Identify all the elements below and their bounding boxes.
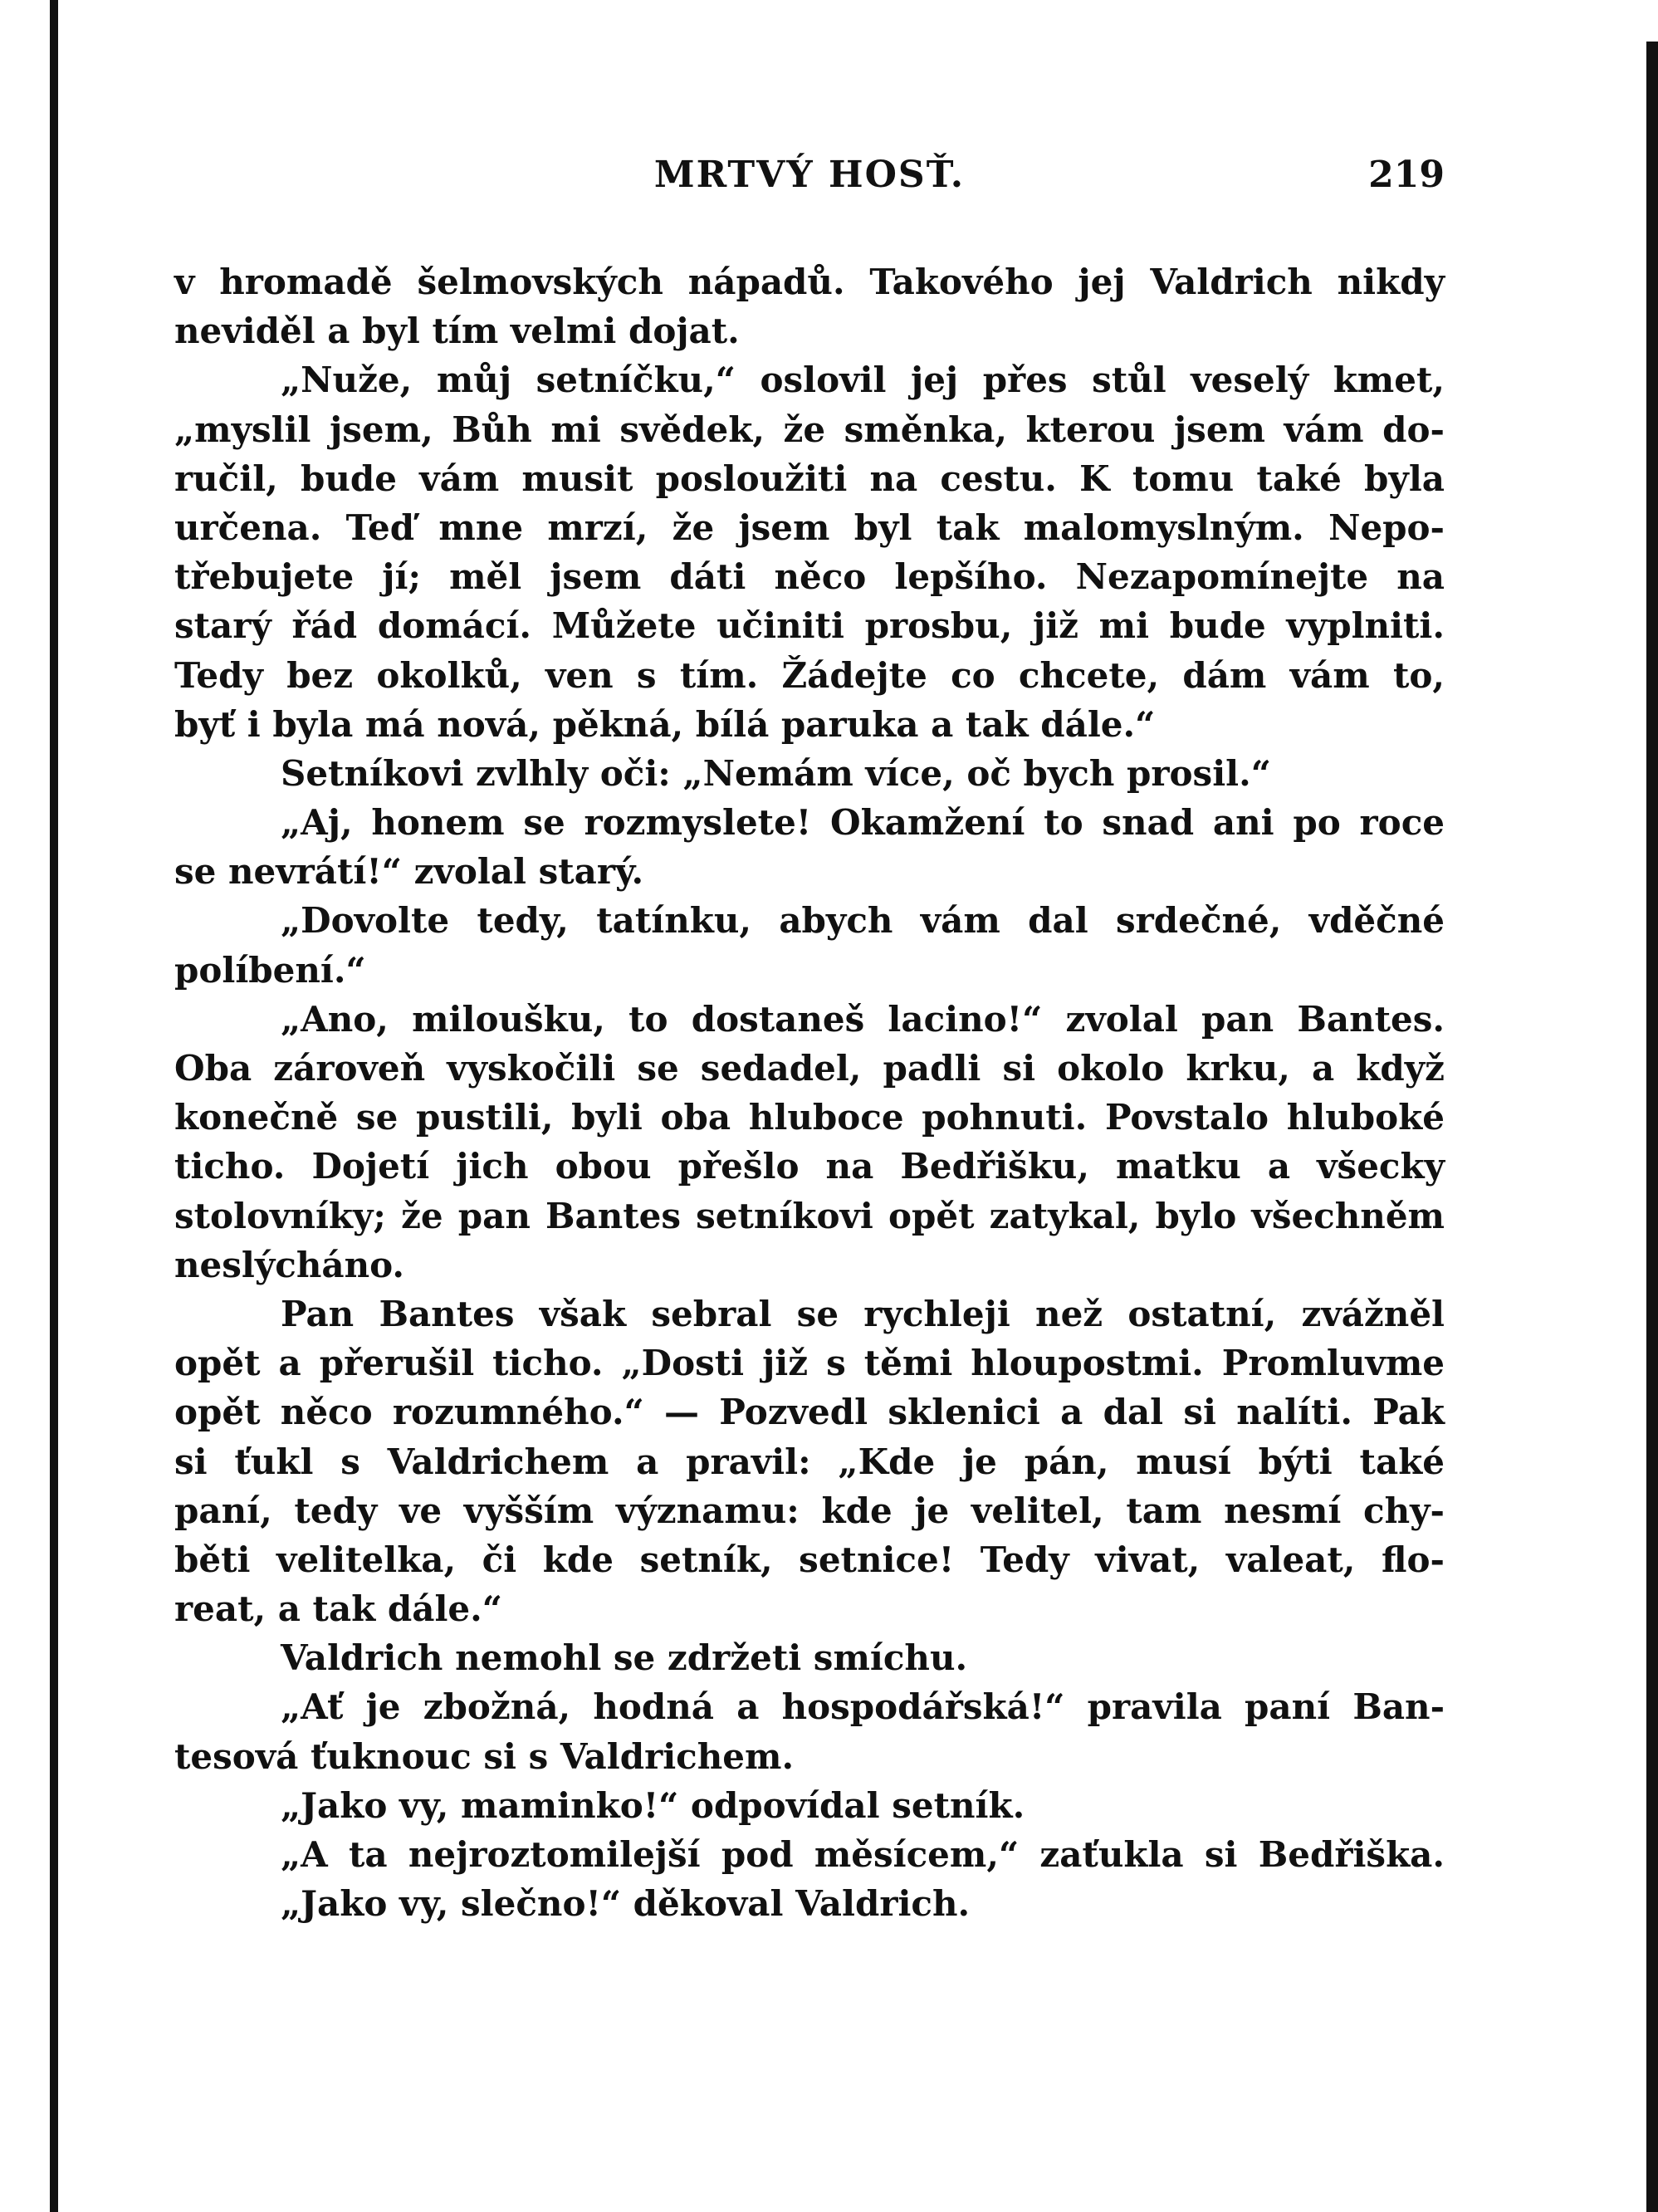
text-line: „Jako vy, maminko!“ odpovídal setník.: [281, 1784, 1025, 1826]
text-line: starý řád domácí. Můžete učiniti prosbu, již mi bude vyplniti.: [174, 605, 1445, 647]
running-title: MRTVÝ HOSŤ.: [653, 154, 966, 196]
text-line: ručil, bude vám musit posloužiti na cestu. K tomu také byla: [174, 458, 1445, 499]
text-line: opět a přerušil ticho. „Dosti již s těmi hloupostmi. Promluvme: [174, 1343, 1445, 1384]
text-line: konečně se pustili, byli oba hluboce pohnuti. Povstalo hluboké: [174, 1097, 1445, 1138]
text-line: tesová ťuknouc si s Valdrichem.: [174, 1735, 795, 1777]
body-text: [174, 257, 1445, 1928]
text-line: byť i byla má nová, pěkná, bílá paruka a tak dále.“: [174, 703, 1156, 745]
page-number: 219: [1368, 154, 1445, 196]
text-line: se nevrátí!“ zvolal starý.: [174, 851, 644, 893]
text-line: „A ta nejroztomilejší pod měsícem,“ zaťukla si Bedřiška.: [281, 1834, 1445, 1875]
text-line: v hromadě šelmovských nápadů. Takového jej Valdrich nikdy: [174, 262, 1445, 302]
text-line: stolovníky; že pan Bantes setníkovi opět zatykal, bylo všechněm: [174, 1195, 1445, 1236]
page-header: [174, 154, 1445, 212]
text-line: neviděl a byl tím velmi dojat.: [174, 311, 740, 352]
text-line: „Nuže, můj setníčku,“ oslovil jej přes stůl veselý kmet,: [281, 360, 1445, 401]
text-line: paní, tedy ve vyšším významu: kde je velitel, tam nesmí chy-: [174, 1490, 1445, 1531]
text-line: neslýcháno.: [174, 1244, 405, 1285]
page-right-edge: [1646, 42, 1658, 2212]
text-line: určena. Teď mne mrzí, že jsem byl tak malomyslným. Nepo-: [174, 507, 1445, 548]
text-line: Tedy bez okolků, ven s tím. Žádejte co chcete, dám vám to,: [174, 654, 1445, 696]
text-line: reat, a tak dále.“: [174, 1588, 502, 1630]
text-line: Setníkovi zvlhly oči: „Nemám více, oč bych prosil.“: [281, 752, 1271, 794]
text-line: Oba zároveň vyskočili se sedadel, padli si okolo krku, a když: [174, 1048, 1445, 1089]
text-line: třebujete jí; měl jsem dáti něco lepšího. Nezapomínejte na: [174, 556, 1445, 598]
text-line: „Aj, honem se rozmyslete! Okamžení to snad ani po roce: [281, 802, 1445, 844]
text-line: opět něco rozumného.“ — Pozvedl sklenici a dal si nalíti. Pak: [174, 1392, 1445, 1433]
text-line: běti velitelka, či kde setník, setnice! Tedy vivat, valeat, flo-: [174, 1539, 1445, 1580]
text-line: „Ano, miloušku, to dostaneš lacino!“ zvolal pan Bantes.: [281, 998, 1445, 1040]
text-line: Valdrich nemohl se zdržeti smíchu.: [281, 1637, 968, 1679]
text-line: si ťukl s Valdrichem a pravil: „Kde je pán, musí býti také: [174, 1441, 1445, 1482]
text-line: políbení.“: [174, 949, 366, 991]
text-line: „myslil jsem, Bůh mi svědek, že směnka, kterou jsem vám do-: [174, 409, 1445, 450]
text-line: ticho. Dojetí jich obou přešlo na Bedřišku, matku a všecky: [174, 1146, 1445, 1187]
text-line: „Dovolte tedy, tatínku, abych vám dal srdečné, vděčné: [281, 900, 1445, 942]
text-line: „Ať je zbožná, hodná a hospodářská!“ pravila paní Ban-: [281, 1686, 1445, 1728]
page-binding-edge: [50, 0, 58, 2212]
text-line: „Jako vy, slečno!“ děkoval Valdrich.: [281, 1883, 971, 1925]
text-line: Pan Bantes však sebral se rychleji než ostatní, zvážněl: [281, 1293, 1445, 1334]
